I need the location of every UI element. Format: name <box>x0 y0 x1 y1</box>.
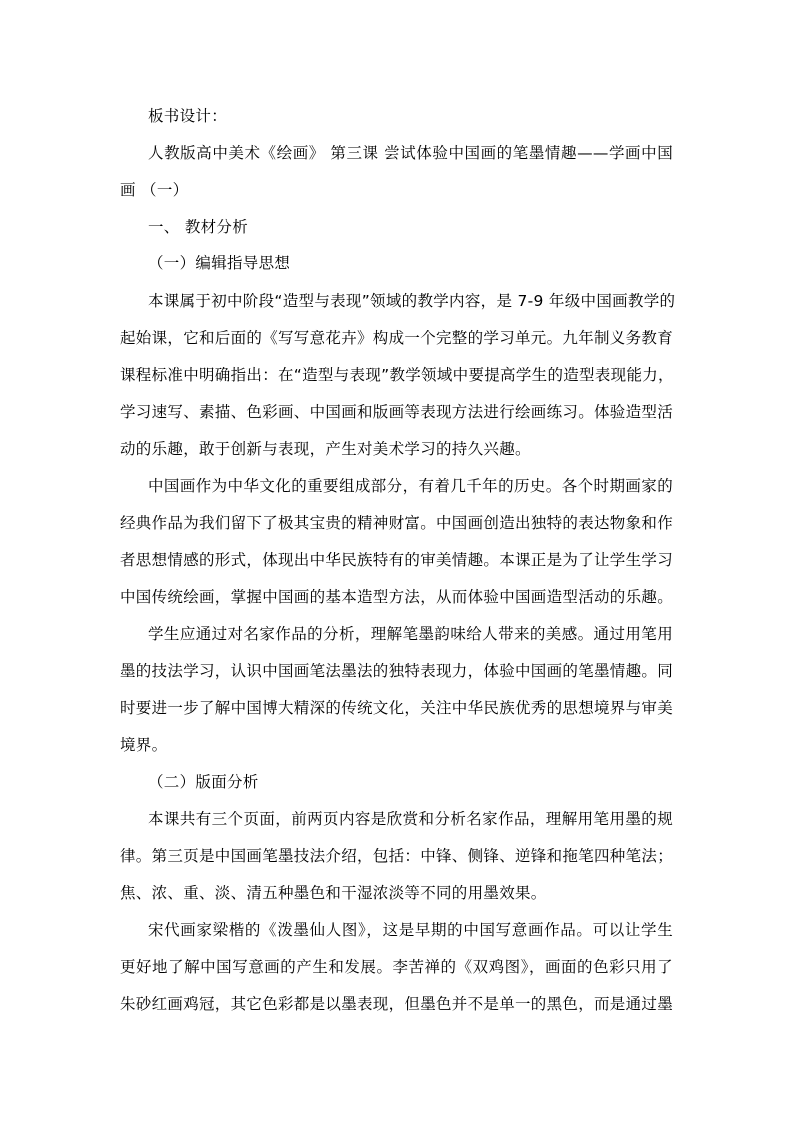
paragraph-2-line-2: 经典作品为我们留下了极其宝贵的精神财富。中国画创造出独特的表达物象和作 <box>120 514 674 532</box>
paragraph-1-line-2: 起始课，它和后面的《写写意花卉》构成一个完整的学习单元。九年制义务教育 <box>120 329 674 347</box>
paragraph-3-line-1: 学生应通过对名家作品的分析，理解笔墨韵味给人带来的美感。通过用笔用 <box>148 625 673 643</box>
section-heading-board-design: 板书设计： <box>148 107 228 125</box>
course-title-line-1: 人教版高中美术《绘画》 第三课 尝试体验中国画的笔墨情趣——学画中国 <box>148 144 673 162</box>
paragraph-3-line-4: 境界。 <box>120 736 168 754</box>
paragraph-4-line-3: 焦、浓、重、淡、清五种墨色和干湿浓淡等不同的用墨效果。 <box>120 884 547 902</box>
paragraph-1-line-1: 本课属于初中阶段“造型与表现”领域的教学内容，是 7-9 年级中国画教学的 <box>148 292 676 310</box>
paragraph-5-line-1: 宋代画家梁楷的《泼墨仙人图》，这是早期的中国写意画作品。可以让学生 <box>148 921 673 939</box>
subsection-heading-layout-analysis: （二）版面分析 <box>148 773 259 791</box>
section-heading-textbook-analysis: 一、 教材分析 <box>148 218 249 236</box>
paragraph-4-line-2: 律。第三页是中国画笔墨技法介绍，包括：中锋、侧锋、逆锋和拖笔四种笔法； <box>120 847 674 865</box>
paragraph-2-line-4: 中国传统绘画，掌握中国画的基本造型方法，从而体验中国画造型活动的乐趣。 <box>120 588 674 606</box>
paragraph-1-line-5: 动的乐趣，敢于创新与表现，产生对美术学习的持久兴趣。 <box>120 440 531 458</box>
course-title-line-2: 画 （一） <box>120 181 189 199</box>
paragraph-2-line-3: 者思想情感的形式，体现出中华民族特有的审美情趣。本课正是为了让学生学习 <box>120 551 674 569</box>
paragraph-5-line-2: 更好地了解中国写意画的产生和发展。李苦禅的《双鸡图》，画面的色彩只用了 <box>120 958 673 976</box>
paragraph-4-line-1: 本课共有三个页面，前两页内容是欣赏和分析名家作品，理解用笔用墨的规 <box>148 810 673 828</box>
paragraph-1-line-4: 学习速写、素描、色彩画、中国画和版画等表现方法进行绘画练习。体验造型活 <box>120 403 674 421</box>
paragraph-1-line-3: 课程标准中明确指出：在“造型与表现”教学领域中要提高学生的造型表现能力， <box>120 366 674 384</box>
subsection-heading-guiding-ideas: （一）编辑指导思想 <box>148 254 291 272</box>
paragraph-3-line-3: 时要进一步了解中国博大精深的传统文化，关注中华民族优秀的思想境界与审美 <box>120 699 674 717</box>
paragraph-2-line-1: 中国画作为中华文化的重要组成部分，有着几千年的历史。各个时期画家的 <box>148 477 673 495</box>
paragraph-5-line-3: 朱砂红画鸡冠，其它色彩都是以墨表现，但墨色并不是单一的黑色，而是通过墨 <box>120 995 674 1013</box>
paragraph-3-line-2: 墨的技法学习，认识中国画笔法墨法的独特表现力，体验中国画的笔墨情趣。同 <box>120 662 674 680</box>
